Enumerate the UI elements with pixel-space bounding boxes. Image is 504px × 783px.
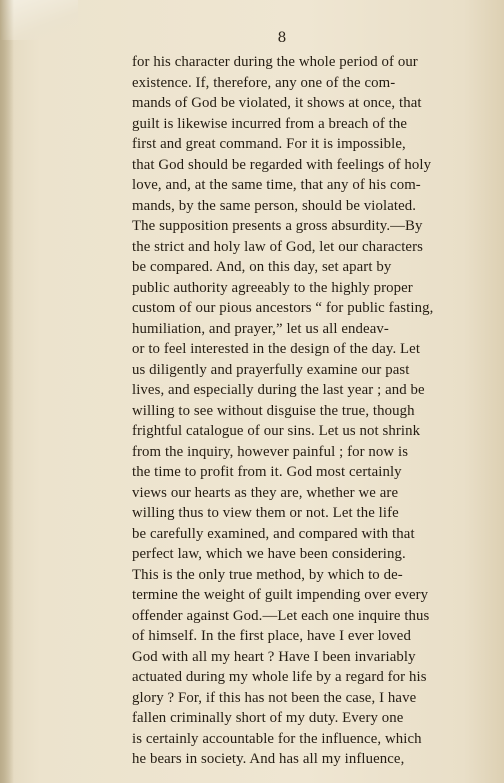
text-line: God with all my heart ? Have I been invariably bbox=[132, 648, 416, 665]
text-line: love, and, at the same time, that any of his com- bbox=[132, 177, 421, 193]
text-line: mands of God be violated, it shows at once, that bbox=[132, 95, 422, 111]
text-line: actuated during my whole life by a regard for his bbox=[132, 669, 427, 685]
text-line: of himself. In the first place, have I ever loved bbox=[132, 628, 411, 644]
body-text bbox=[132, 52, 472, 770]
text-line: he bears in society. And has all my influence, bbox=[132, 751, 405, 767]
text-line: is certainly accountable for the influence, which bbox=[132, 730, 422, 747]
text-line: lives, and especially during the last year ; and be bbox=[132, 382, 425, 398]
text-line: views our hearts as they are, whether we are bbox=[132, 484, 399, 501]
text-line: custom of our pious ancestors “ for public fasting, bbox=[132, 300, 434, 316]
text-line: existence. If, therefore, any one of the com- bbox=[132, 74, 396, 91]
text-line: The supposition presents a gross absurdity.—By bbox=[132, 218, 423, 234]
text-line: the time to profit from it. God most certainly bbox=[132, 464, 402, 480]
text-line: termine the weight of guilt impending over every bbox=[132, 587, 429, 603]
text-line: mands, by the same person, should be violated. bbox=[132, 197, 417, 214]
text-line: willing to see without disguise the true, though bbox=[132, 402, 415, 419]
text-line: willing thus to view them or not. Let the life bbox=[132, 505, 399, 521]
text-line: humiliation, and prayer,” let us all endeav- bbox=[132, 320, 389, 337]
page-number: 8 bbox=[277, 30, 287, 46]
text-line: be compared. And, on this day, set apart by bbox=[132, 259, 392, 275]
text-line: for his character during the whole period of our bbox=[132, 54, 418, 70]
text-line: us diligently and prayerfully examine our past bbox=[132, 361, 410, 378]
text-line: be carefully examined, and compared with that bbox=[132, 525, 415, 542]
text-line: guilt is likewise incurred from a breach of the bbox=[132, 115, 408, 132]
text-line: first and great command. For it is impossible, bbox=[132, 136, 406, 152]
text-line: the strict and holy law of God, let our characters bbox=[132, 238, 423, 255]
text-line: offender against God.—Let each one inquire thus bbox=[132, 607, 430, 624]
text-line: that God should be regarded with feelings of holy bbox=[132, 156, 432, 173]
text-line: perfect law, which we have been considering. bbox=[132, 546, 406, 562]
text-line: This is the only true method, by which to de- bbox=[132, 566, 403, 583]
text-line: frightful catalogue of our sins. Let us not shrink bbox=[132, 423, 421, 439]
text-line: from the inquiry, however painful ; for now is bbox=[132, 443, 409, 460]
text-line: fallen criminally short of my duty. Every one bbox=[132, 710, 404, 726]
text-line: glory ? For, if this has not been the case, I have bbox=[132, 689, 417, 706]
text-line: or to feel interested in the design of the day. Let bbox=[132, 341, 421, 357]
text-line: public authority agreeably to the highly proper bbox=[132, 279, 413, 296]
